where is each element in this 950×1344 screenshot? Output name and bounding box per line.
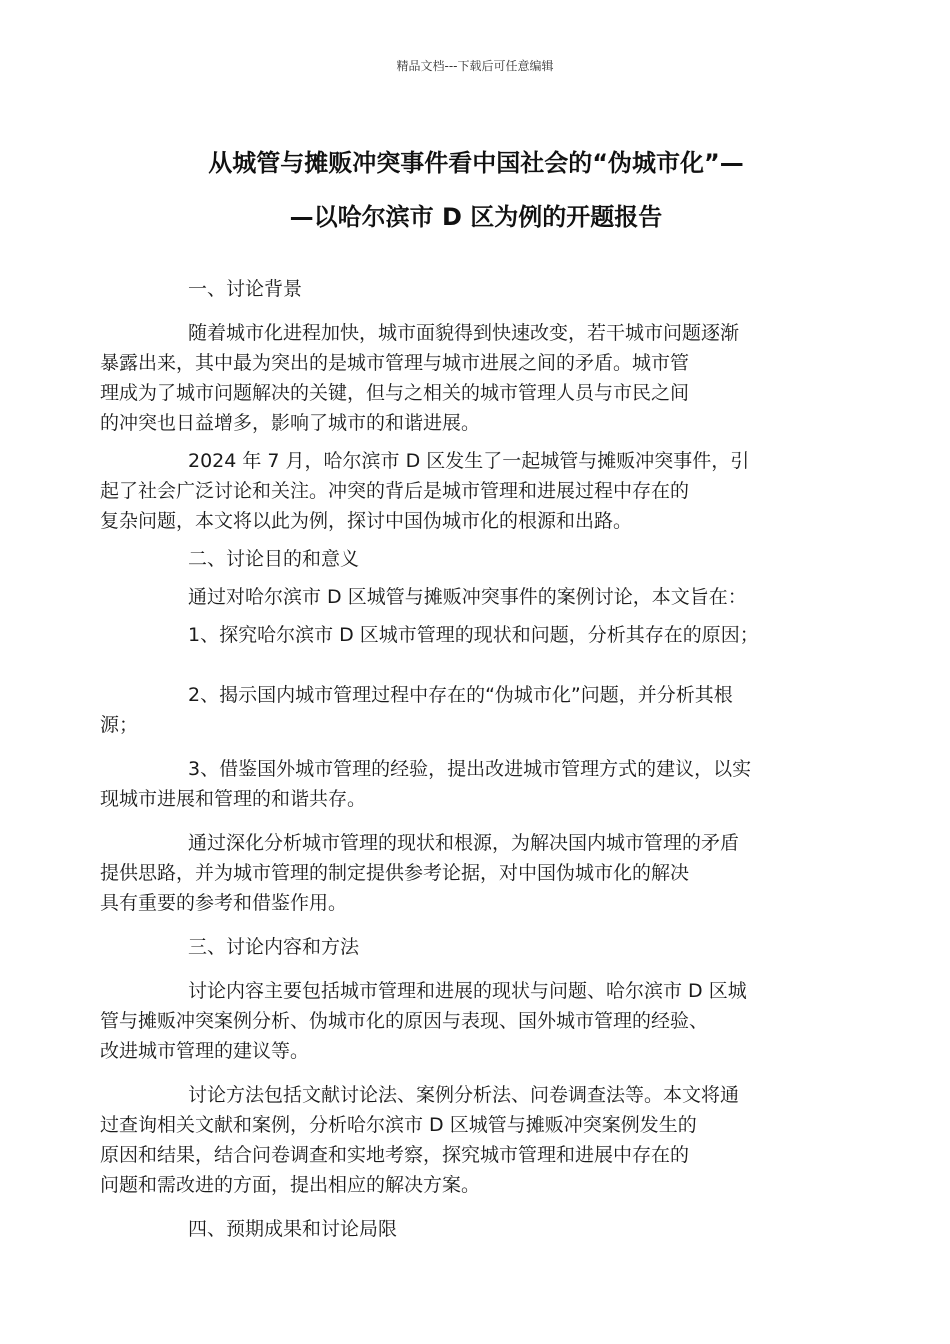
document-title [144,136,808,244]
section-heading-purpose: 二、讨论目的和意义 [188,548,360,570]
document-body [100,274,808,1244]
paragraph-purpose-intro: 通过对哈尔滨市 D 区城管与摊贩冲突事件的案例讨论，本文旨在： [188,586,747,608]
section-heading-content: 三、讨论内容和方法 [188,936,360,958]
title-line-2: —以哈尔滨市 D 区为例的开题报告 [289,203,663,231]
paragraph-purpose-summary: 通过深化分析城市管理的现状和根源，为解决国内城市管理的矛盾 提供思路，并为城市管理的制定提供参考论据，对中国伪城市化的解决 具有重要的参考和借鉴作用。 [100,832,740,914]
paragraph-background-1: 随着城市化进程加快，城市面貌得到快速改变，若干城市问题逐渐 暴露出来，其中最为突出的是城市管理与城市进展之间的矛盾。城市管 理成为了城市问题解决的关键，但与之相关的城市管理人员与市民之间 的冲突也日益增多，影响了城市的和谐进展。 [100,322,740,434]
paragraph-background-2: 2024 年 7 月，哈尔滨市 D 区发生了一起城管与摊贩冲突事件，引 起了社会广泛讨论和关注。冲突的背后是城市管理和进展过程中存在的 复杂问题，本文将以此为例，探讨中国伪城市化的根源和出路。 [100,450,750,532]
paragraph-content-1: 讨论内容主要包括城市管理和进展的现状与问题、哈尔滨市 D 区城 管与摊贩冲突案例分析、伪城市化的原因与表现、国外城市管理的经验、 改进城市管理的建议等。 [100,980,747,1062]
list-item-1: 1、探究哈尔滨市 D 区城市管理的现状和问题，分析其存在的原因； [188,624,759,646]
section-heading-background: 一、讨论背景 [188,278,303,300]
title-line-1: 从城管与摊贩冲突事件看中国社会的“伪城市化”— [208,149,744,177]
list-item-2: 2、揭示国内城市管理过程中存在的“伪城市化”问题，并分析其根 源； [100,684,733,736]
paragraph-content-2: 讨论方法包括文献讨论法、案例分析法、问卷调查法等。本文将通 过查询相关文献和案例，分析哈尔滨市 D 区城管与摊贩冲突案例发生的 原因和结果，结合问卷调查和实地考察，探究城市管理和进展中存在的 问题和需改进的方面，提出相应的解决方案。 [100,1084,740,1196]
list-item-3: 3、借鉴国外城市管理的经验，提出改进城市管理方式的建议，以实 现城市进展和管理的和谐共存。 [100,758,752,810]
header-note: 精品文档---下载后可任意编辑 [396,59,554,73]
section-heading-outcomes: 四、预期成果和讨论局限 [188,1218,398,1240]
